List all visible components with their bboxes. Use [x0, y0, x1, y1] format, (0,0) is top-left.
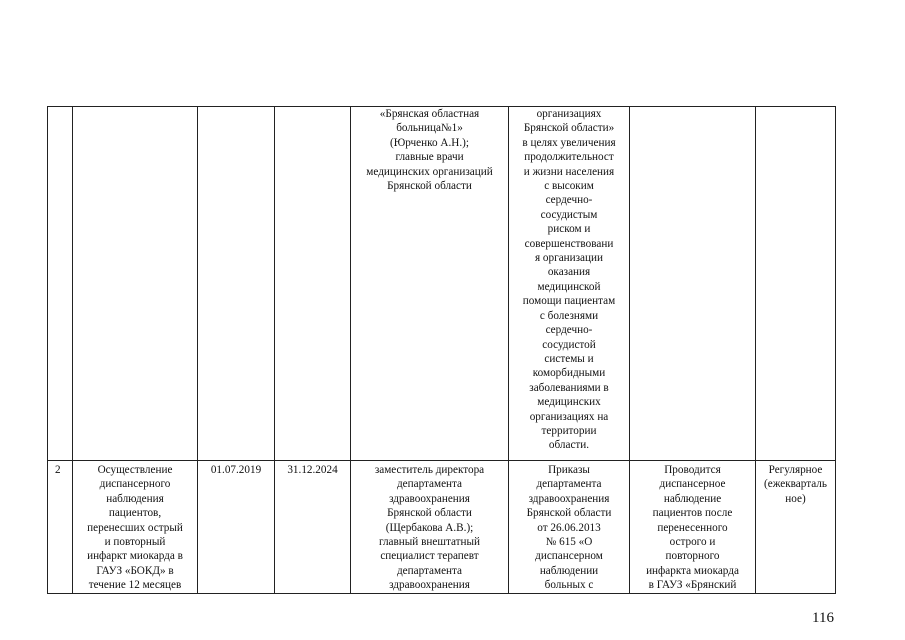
- result-cell: [630, 107, 756, 461]
- periodicity-cell: [756, 107, 836, 461]
- event-text: Осуществление диспансерного наблюдения пациентов, перенесших острый и повторный инфаркт миокарда в ГАУЗ «БОКД» в течение 12 месяцев: [87, 464, 183, 592]
- row-number: 2: [55, 464, 61, 476]
- responsible-text: заместитель директора департамента здравоохранения Брянской области (Щербакова А.В.); главный внештатный специалист терапевт департамента здравоохранения: [374, 464, 485, 592]
- end-date-cell: [275, 461, 351, 594]
- row-number-cell: [48, 107, 73, 461]
- responsible-text: «Брянская областная больница№1» (Юрченко А.Н.); главные врачи медицинских организаций Брянской области: [366, 108, 493, 193]
- start-date-cell: [198, 461, 275, 594]
- responsible-cell: [351, 461, 509, 594]
- basis-cell: [509, 461, 630, 594]
- event-cell: [73, 461, 198, 594]
- end-date-cell: [275, 107, 351, 461]
- responsible-cell: [351, 107, 509, 461]
- event-cell: [73, 107, 198, 461]
- table-row: [48, 107, 836, 461]
- periodicity-text: Регулярное (ежекварталь ное): [764, 464, 827, 505]
- basis-cell: [509, 107, 630, 461]
- end-date: 31.12.2024: [287, 464, 338, 476]
- basis-text: Приказы департамента здравоохранения Брянской области от 26.06.2013 № 615 «О диспансерном наблюдении больных с: [526, 464, 612, 592]
- basis-text: организациях Брянской области» в целях увеличения продолжительност и жизни населения с высоким сердечно- сосудистым риском и совершенствовани я организации оказания медицинской помощи пациентам с болезнями сердечно- сосудистой системы и коморбидными заболеваниями в медицинских организациях на территории области.: [522, 108, 616, 452]
- plan-table: [47, 106, 836, 594]
- start-date: 01.07.2019: [210, 464, 262, 476]
- periodicity-cell: [756, 461, 836, 594]
- result-cell: [630, 461, 756, 594]
- table-row: [48, 461, 836, 594]
- result-text: Проводится диспансерное наблюдение пациентов после перенесенного острого и повторного инфаркта миокарда в ГАУЗ «Брянский: [646, 464, 739, 592]
- page-number: 116: [812, 610, 834, 626]
- row-number-cell: [48, 461, 73, 594]
- start-date-cell: [198, 107, 275, 461]
